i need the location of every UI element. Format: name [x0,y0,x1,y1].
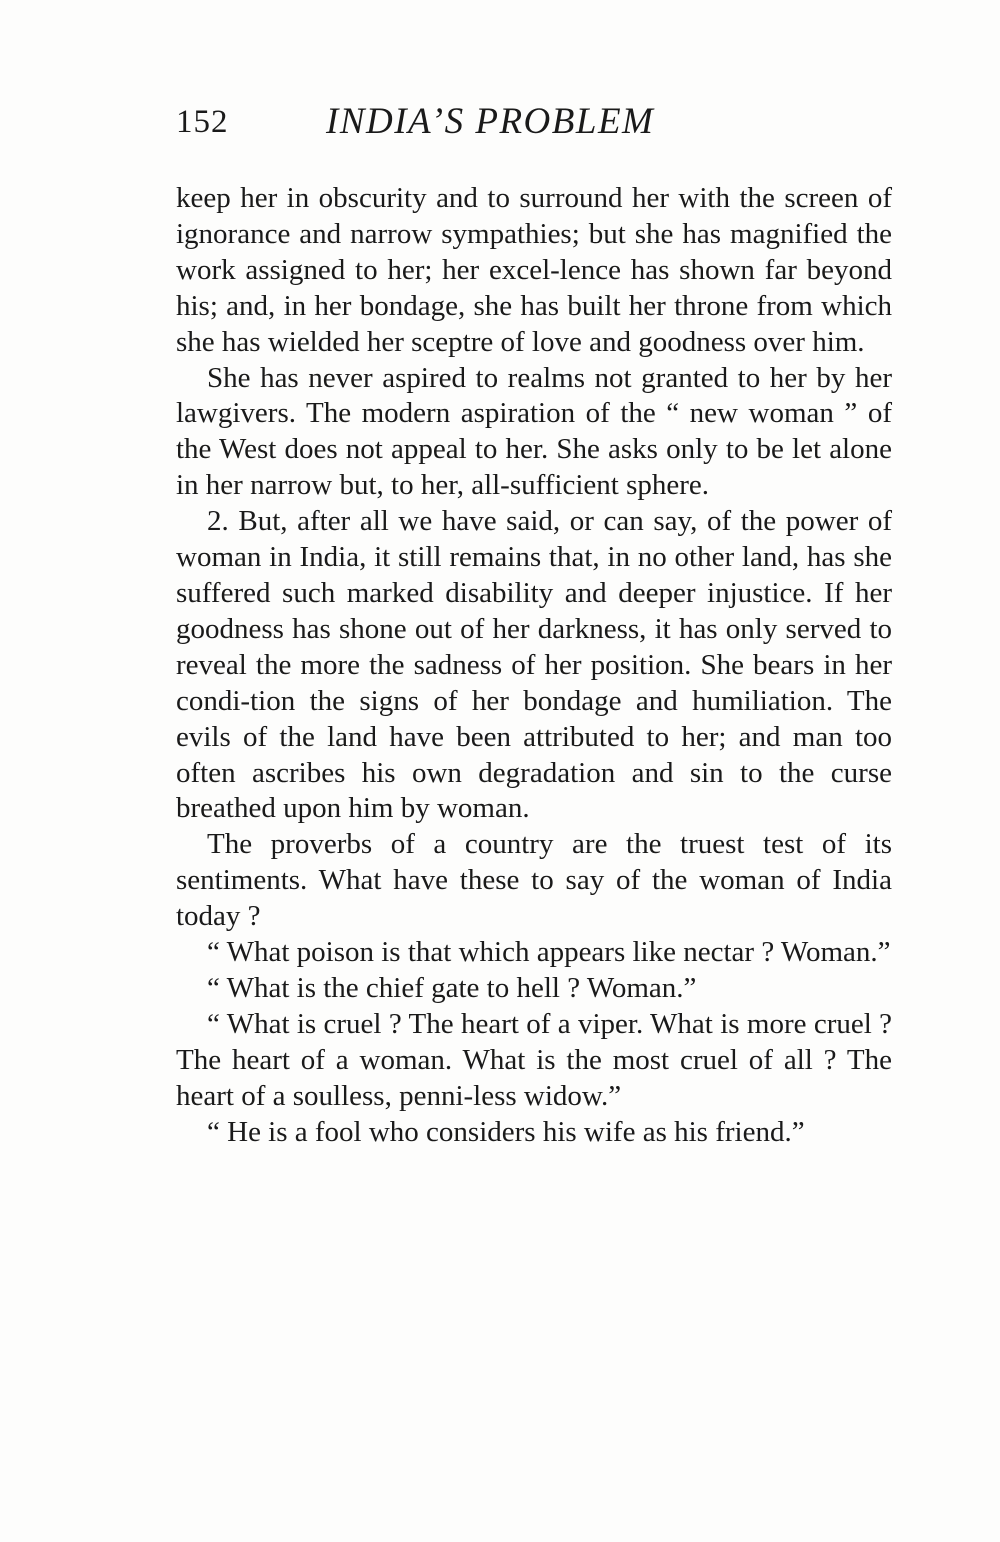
proverb-fool: “ He is a fool who considers his wife as his friend.” [207,1115,805,1148]
proverb-gate-to-hell: “ What is the chief gate to hell ? Woman.” [207,971,697,1004]
proverb-cruel: “ What is cruel ? The heart of a viper. What is more cruel ? The heart of a woman. What is the most cruel of all ? The heart of a soulless, penni-less widow.” [176,1007,892,1112]
body-text [176,181,892,1150]
page-number: 152 [176,104,229,140]
paragraph-lawgivers: She has never aspired to realms not granted to her by her lawgivers. The modern aspiration of the “ new woman ” of the West does not appeal to her. She asks only to be let alone in her narrow but, to her, all-sufficient sphere. [176,361,892,502]
proverb-poison: “ What poison is that which appears like nectar ? Woman.” [207,936,891,969]
running-title: INDIA’S PROBLEM [326,101,655,142]
paragraph-section-2: 2. But, after all we have said, or can say, of the power of woman in India, it still remains that, in no other land, has she suffered such marked disability and deeper injustice. If her goodness has shone out of her darkness, it has only served to reveal the more the sadness of her position. She bears in her condi-tion the signs of her bondage and humiliation. The evils of the land have been attributed to her; and man too often ascribes his own degradation and sin to the curse breathed upon him by woman. [176,505,892,825]
paragraph-continuation: keep her in obscurity and to surround her with the screen of ignorance and narrow sympathies; but she has magnified the work assigned to her; her excel-lence has shown far beyond his; and, in her bondage, she has built her throne from which she has wielded her sceptre of love and goodness over him. [176,182,892,358]
paragraph-proverbs-intro: The proverbs of a country are the truest test of its sentiments. What have these to say of the woman of India today ? [176,828,892,933]
page-header [176,100,892,152]
